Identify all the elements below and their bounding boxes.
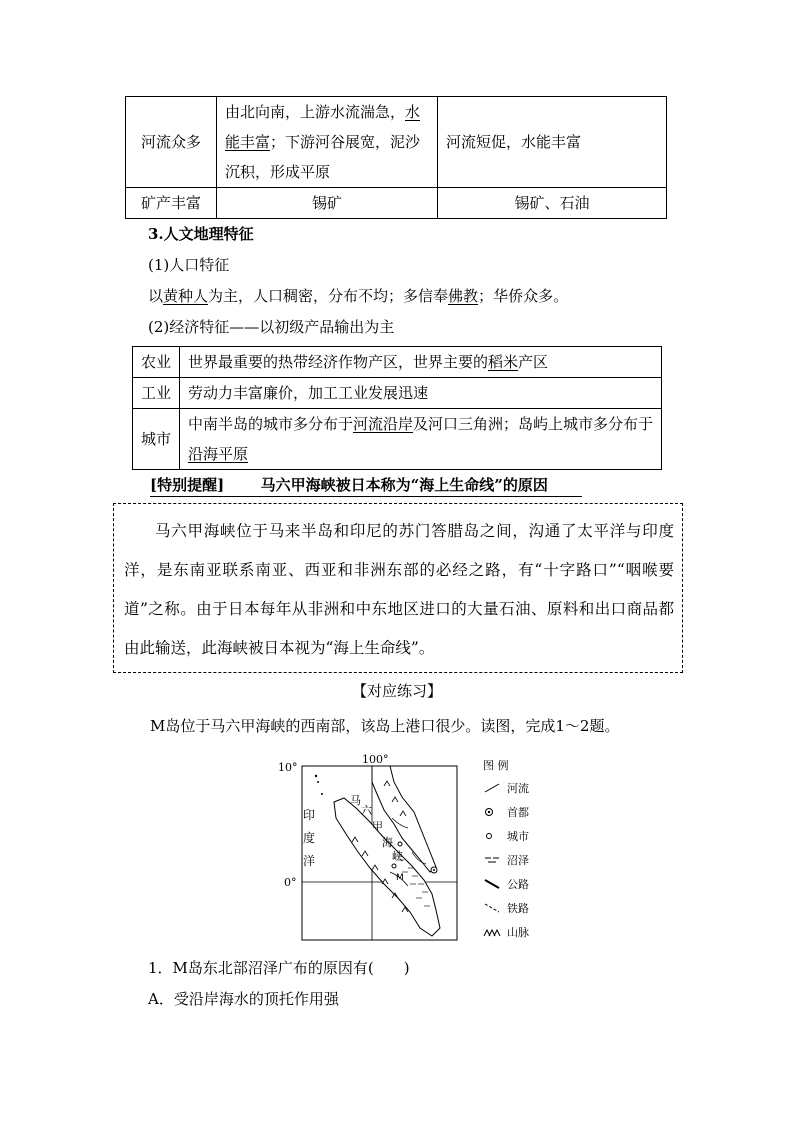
legend-label: 铁路 [507,902,529,915]
table-economy [132,346,662,470]
table-row [133,409,662,470]
capital-marker-dot [433,869,435,871]
strait-label: 六 [361,804,372,817]
small-island [321,793,323,795]
text: 以 [148,287,164,305]
capital-icon [483,806,501,818]
rivers-mid-cell [217,97,438,188]
text: ；下游河谷展宽，泥沙沉积，形成平原 [225,133,421,181]
strait-label: 甲 [372,820,383,833]
practice-heading: 【对应练习】 [351,682,442,700]
tip-body: 马六甲海峡位于马来半岛和印尼的苏门答腊岛之间，沟通了太平洋与印度洋，是东南亚联系南亚、西亚和非洲东部的必经之路，有“十字路口”“咽喉要道”之称。由于日本每年从非洲和中东地区进口的大量石油、原料和出口商品都由此输送，此海峡被日本视为“海上生命线”。 [124,522,674,657]
minerals-right-cell: 锡矿、石油 [438,188,667,219]
practice-intro: M岛位于马六甲海峡的西南部，该岛上港口很少。读图，完成1～2题。 [150,717,620,735]
legend-label: 山脉 [507,926,529,939]
table-row [133,347,662,378]
small-island [317,781,319,783]
question-1-option-a: A．受沿岸海水的顶托作用强 [148,990,339,1008]
text: 世界最重要的热带经济作物产区，世界主要的 [188,353,489,371]
river-icon [483,782,501,794]
text-underlined: 佛教 [448,287,479,305]
legend-item [483,800,563,824]
ocean-label: 印 [303,808,316,822]
legend-label: 河流 [507,782,529,795]
table-row [126,97,667,188]
map-legend [483,756,563,944]
ocean-label: 洋 [303,854,316,868]
text: ；华侨众多。 [478,287,569,305]
row-label-rivers: 河流众多 [126,97,217,188]
text-underlined: 水能丰富 [225,103,421,151]
legend-item [483,896,563,920]
legend-label: 城市 [507,830,529,843]
strait-label: 峡 [392,850,403,863]
text: 产区 [518,353,549,371]
swamp-icon [483,854,501,866]
table-natural-features [125,96,667,219]
text: 中南半岛的城市多分布于 [188,415,354,433]
legend-label: 沼泽 [507,854,529,867]
ocean-label: 度 [303,831,316,845]
industry-cell: 劳动力丰富廉价，加工工业发展迅速 [180,378,662,409]
legend-item [483,848,563,872]
legend-label: 公路 [507,878,529,891]
small-island [315,775,317,777]
city-icon [483,830,501,842]
minerals-mid-cell: 锡矿 [217,188,438,219]
legend-item [483,776,563,800]
section-heading: 3.人文地理特征 [148,225,254,243]
tip-tag: [特别提醒] [150,476,225,494]
legend-item [483,920,563,944]
strait-map [272,752,472,942]
text-underlined: 黄种人 [163,287,209,305]
subheading-population: (1)人口特征 [148,256,230,274]
lat-10-label: 10° [278,761,298,774]
road-icon [483,878,501,890]
island-m-label: M [396,873,404,883]
city-marker [392,864,396,868]
row-label-industry: 工业 [133,378,180,409]
city-marker [398,842,402,846]
row-label-city: 城市 [133,409,180,470]
row-label-minerals: 矿产丰富 [126,188,217,219]
text-underlined: 稻米 [488,353,519,371]
tip-heading [150,474,582,497]
strait-label: 马 [350,794,361,807]
table-row [126,188,667,219]
legend-item [483,824,563,848]
legend-title: 图 例 [483,759,509,772]
city-cell [180,409,662,470]
m-island [334,798,440,936]
table-row [133,378,662,409]
row-label-agriculture: 农业 [133,347,180,378]
agriculture-cell [180,347,662,378]
question-1: 1．M岛东北部沼泽广布的原因有( ) [148,959,410,977]
tip-box [113,503,683,673]
population-text [148,283,568,309]
mountain-icon [483,926,501,938]
lon-100-label: 100° [362,753,389,766]
rivers-right-cell: 河流短促，水能丰富 [438,97,667,188]
subheading-economy: (2)经济特征——以初级产品输出为主 [148,318,395,336]
railway-icon [483,902,501,914]
text: 为主，人口稠密，分布不均；多信奉 [208,287,449,305]
strait-label: 海 [382,836,393,849]
legend-label: 首都 [507,806,529,819]
legend-item [483,872,563,896]
text-underlined: 河流沿岸 [353,415,414,433]
lat-0-label: 0° [284,876,297,889]
tip-title: 马六甲海峡被日本称为“海上生命线”的原因 [260,476,548,494]
text-underlined: 沿海平原 [188,445,249,463]
text: 由北向南，上游水流湍急， [225,103,406,121]
text: 及河口三角洲；岛屿上城市多分布于 [413,415,654,433]
